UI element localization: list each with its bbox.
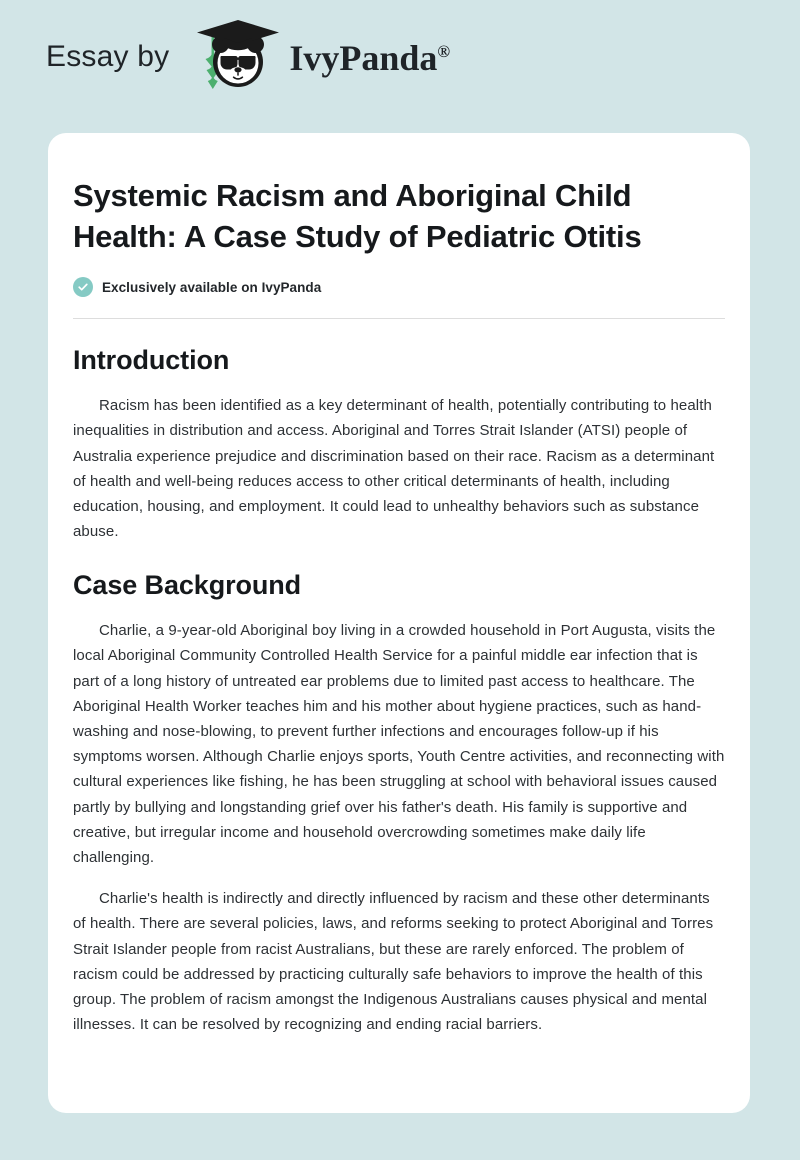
check-circle-icon [73,277,93,297]
brand-header [0,0,800,78]
registered-trademark-symbol: ® [437,42,451,61]
ivypanda-logo-link[interactable] [183,22,450,92]
section-case-background [73,569,725,1037]
availability-badge [73,277,725,297]
section-heading-introduction: Introduction [73,345,230,376]
title-divider [73,318,725,319]
paragraph: Charlie, a 9-year-old Aboriginal boy living in a crowded household in Port Augusta, visits the local Aboriginal Community Controlled Health Service for a painful middle ear infection that is part of a long history of untreated ear problems due to limited past access to healthcare. The Aboriginal Health Worker teaches him and his mother about hygiene practices, such as hand-washing and nose-blowing, to prevent further infections and encourages follow-up if his symptoms worsen. Although Charlie enjoys sports, Youth Centre activities, and reconnecting with cultural experiences like fishing, he has been struggling at school with behavioral issues caused partly by bullying and longstanding grief over his father's death. His family is supportive and creative, but irregular income and household overcrowding sometimes make daily life challenging. [73,622,725,866]
panda-graduate-logo-icon [183,22,287,92]
section-introduction [73,344,725,544]
page-title: Systemic Racism and Aboriginal Child Health: A Case Study of Pediatric Otitis [73,178,642,255]
essay-by-label: Essay by [46,40,170,73]
paragraph: Charlie's health is indirectly and directly influenced by racism and these other determinants of health. There are several policies, laws, and reforms seeking to protect Aboriginal and Torres Strait Islander people from racist Australians, but these are rarely enforced. The problem of racism could be addressed by practicing culturally safe behaviors to improve the health of this group. The problem of racism amongst the Indigenous Australians causes physical and mental illnesses. It can be resolved by recognizing and ending racial barriers. [73,890,714,1034]
section-heading-case-background: Case Background [73,570,302,601]
brand-name-text: IvyPanda [289,38,438,78]
essay-card [48,133,750,1113]
ivypanda-wordmark [289,40,450,76]
availability-label: Exclusively available on IvyPanda [102,279,322,295]
essay-content [73,175,725,1037]
paragraph: Racism has been identified as a key determinant of health, potentially contributing to health inequalities in distribution and access. Aboriginal and Torres Strait Islander (ATSI) people of Australia experience prejudice and discrimination based on their race. Racism as a determinant of health and well-being reduces access to other critical determinants of health, including education, housing, and employment. It could lead to unhealthy behaviors such as substance abuse. [73,397,715,541]
